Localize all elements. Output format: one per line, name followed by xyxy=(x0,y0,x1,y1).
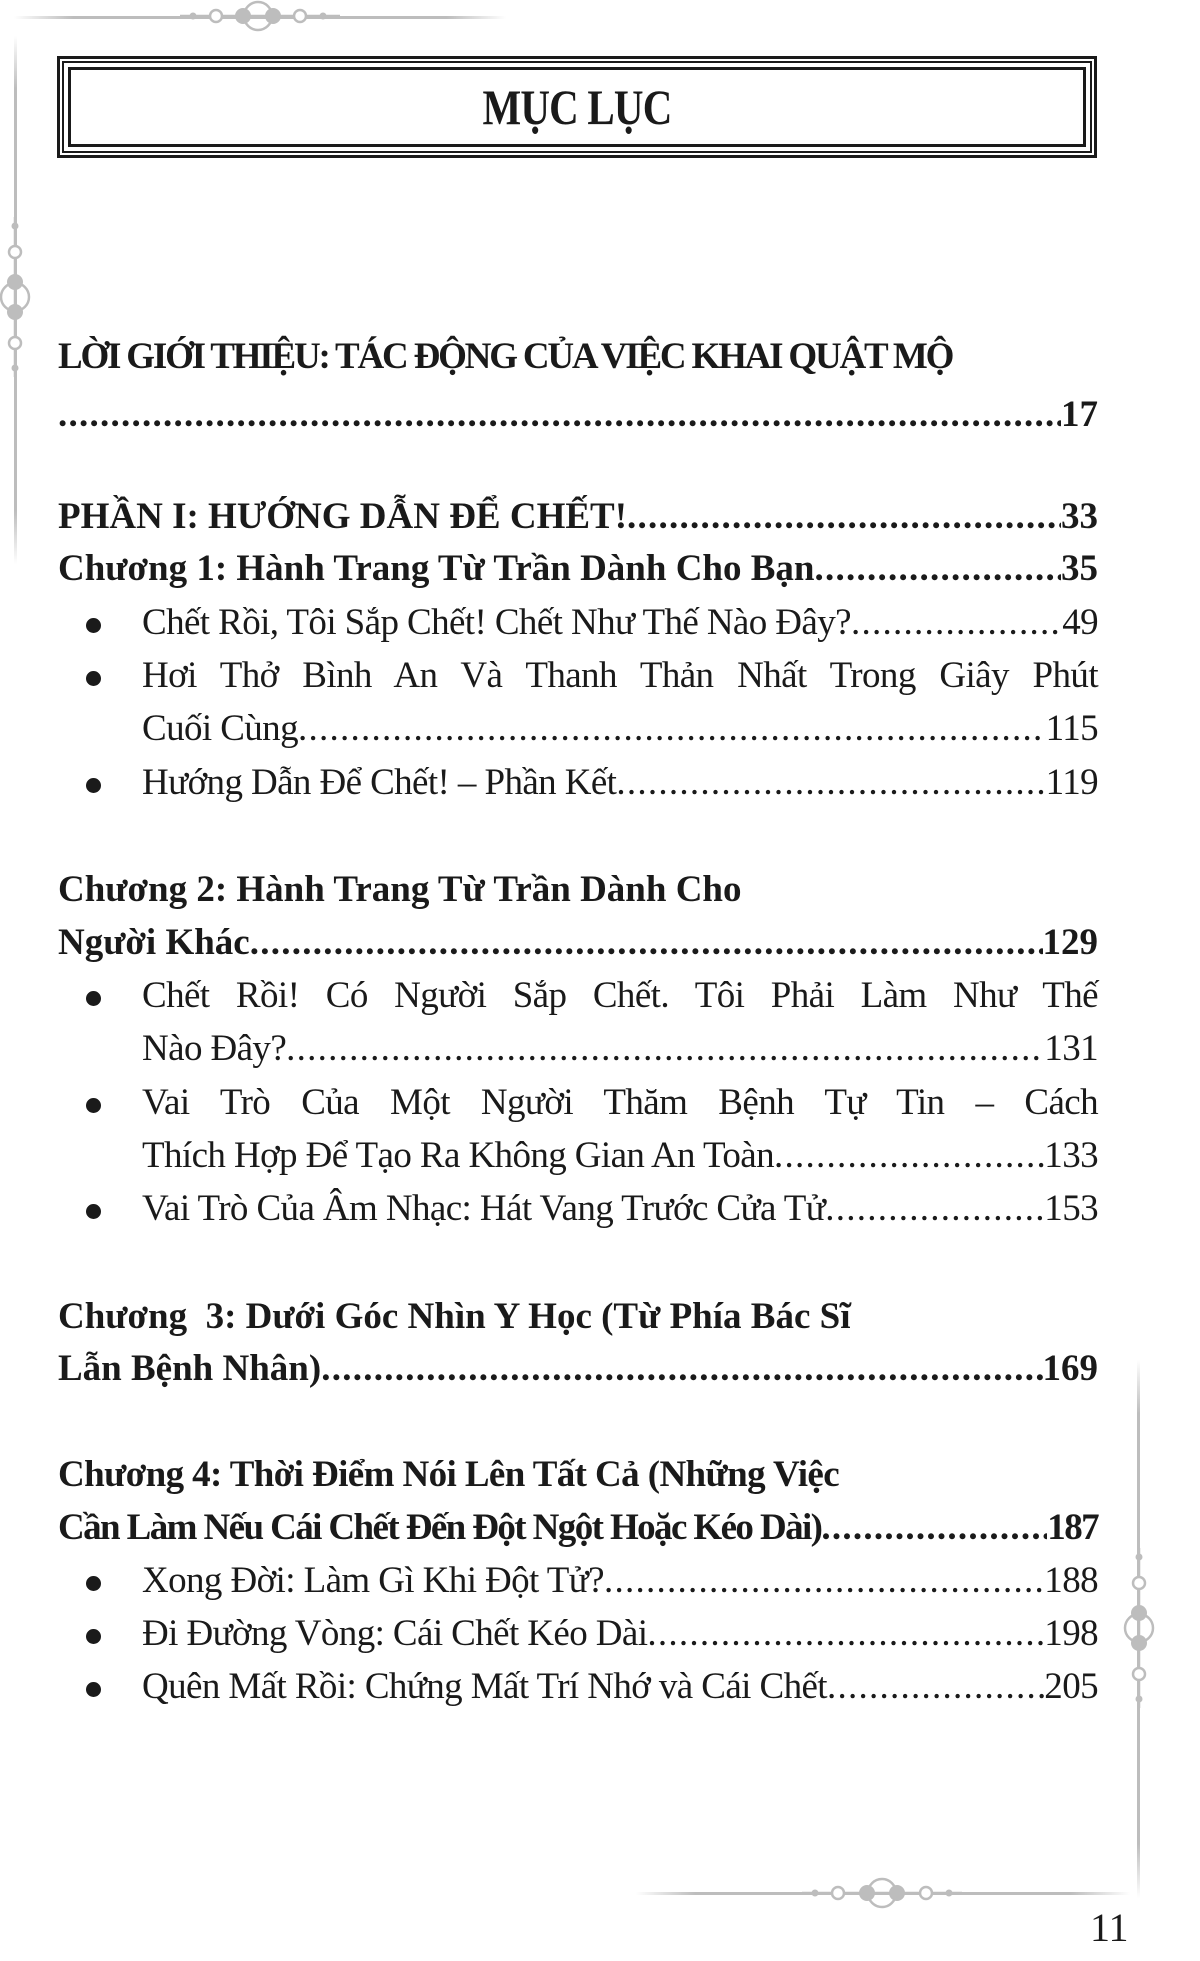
toc-entry-text: Lẫn Bệnh Nhân) xyxy=(58,1348,322,1389)
bullet-icon xyxy=(86,1204,101,1219)
toc-subentry[interactable] xyxy=(142,596,1098,649)
toc-subentry[interactable] xyxy=(142,1554,1098,1607)
dot-leader xyxy=(321,1342,1042,1395)
bullet-icon xyxy=(86,1682,101,1697)
toc-subentry[interactable] xyxy=(142,969,1098,1022)
bullet-icon xyxy=(86,618,101,633)
toc-entry-text: Nào Đây? xyxy=(142,1028,287,1069)
toc-subentry[interactable] xyxy=(142,1660,1098,1713)
toc-page-number: 169 xyxy=(1042,1348,1098,1389)
toc-subentry-continuation[interactable] xyxy=(142,702,1098,755)
right-ornament-icon xyxy=(1124,1548,1154,1708)
toc-subentry[interactable] xyxy=(142,1076,1098,1129)
toc-subentry-continuation[interactable] xyxy=(142,1129,1098,1182)
toc-entry-text: Hướng Dẫn Để Chết! – Phần Kết xyxy=(142,762,617,803)
toc-page-number: 119 xyxy=(1045,762,1098,803)
toc-entry-text: LỜI GIỚI THIỆU: TÁC ĐỘNG CỦA VIỆC KHAI QUẬT MỘ xyxy=(58,336,953,377)
toc-entry-text: Chết Rồi, Tôi Sắp Chết! Chết Như Thế Nào Đây? xyxy=(142,602,851,643)
toc-entry-chapter-4[interactable] xyxy=(58,1448,1098,1501)
toc-entry-chapter-2[interactable] xyxy=(58,863,1098,916)
toc-page-number: 49 xyxy=(1062,602,1098,643)
bottom-ornament-icon xyxy=(802,1877,962,1917)
toc-page-number: 129 xyxy=(1042,922,1098,963)
toc-entry-chapter-2-continuation[interactable] xyxy=(58,916,1098,969)
page-title: MỤC LỤC xyxy=(482,79,672,135)
bullet-icon xyxy=(86,671,101,686)
toc-subentry-continuation[interactable] xyxy=(142,1022,1098,1075)
toc-entry-text: Chương 2: Hành Trang Từ Trần Dành Cho xyxy=(58,869,742,910)
toc-subentry[interactable] xyxy=(142,649,1098,702)
toc-entry-text: Người Khác xyxy=(58,922,250,963)
toc-entry-text: Cần Làm Nếu Cái Chết Đến Đột Ngột Hoặc Kéo Dài) xyxy=(58,1507,822,1548)
dot-leader xyxy=(825,1182,1044,1235)
toc-entry-chapter-3[interactable] xyxy=(58,1290,1098,1343)
toc-page-number: 198 xyxy=(1044,1613,1098,1654)
toc-entry-chapter-4-continuation[interactable] xyxy=(58,1501,1098,1554)
toc-entry-part-1[interactable] xyxy=(58,490,1098,543)
toc-page-number: 205 xyxy=(1044,1666,1098,1707)
toc-entry-text: Cuối Cùng xyxy=(142,708,298,749)
toc-page-number: 115 xyxy=(1045,708,1098,749)
toc-entry-intro[interactable] xyxy=(58,330,1098,383)
bullet-icon xyxy=(86,991,101,1006)
title-frame xyxy=(57,56,1097,158)
dot-leader xyxy=(647,1607,1044,1660)
top-ornament-icon xyxy=(180,0,340,40)
toc-page-number: 17 xyxy=(1061,394,1098,435)
toc-subentry[interactable] xyxy=(142,1607,1098,1660)
toc-entry-text: Quên Mất Rồi: Chứng Mất Trí Nhớ và Cái Chết xyxy=(142,1666,827,1707)
dot-leader xyxy=(604,1554,1044,1607)
toc-page-number: 33 xyxy=(1061,496,1098,537)
toc-entry-text: Thích Hợp Để Tạo Ra Không Gian An Toàn xyxy=(142,1135,774,1176)
toc-entry-chapter-3-continuation[interactable] xyxy=(58,1342,1098,1395)
dot-leader xyxy=(815,542,1062,595)
toc-page-number: 153 xyxy=(1044,1188,1098,1229)
bullet-icon xyxy=(86,1576,101,1591)
toc-entry-text: Chương 4: Thời Điểm Nói Lên Tất Cả (Những Việc xyxy=(58,1454,840,1495)
toc-entry-chapter-1[interactable] xyxy=(58,542,1098,595)
toc-entry-intro-page-line[interactable] xyxy=(58,388,1098,441)
toc-entry-text: Chương 3: Dưới Góc Nhìn Y Học (Từ Phía Bác Sĩ xyxy=(58,1296,851,1337)
toc-page-number: 187 xyxy=(1047,1507,1098,1548)
toc-entry-text: Vai Trò Của Một Người Thăm Bệnh Tự Tin – Cách xyxy=(142,1082,1098,1123)
left-ornament-icon xyxy=(0,217,30,377)
dot-leader xyxy=(298,702,1046,755)
dot-leader xyxy=(627,490,1061,543)
dot-leader xyxy=(851,596,1062,649)
dot-leader xyxy=(58,388,1061,441)
dot-leader xyxy=(827,1660,1044,1713)
page-number: 11 xyxy=(1090,1905,1129,1950)
toc-entry-text: PHẦN I: HƯỚNG DẪN ĐỂ CHẾT! xyxy=(58,496,628,537)
toc-entry-text: Chương 1: Hành Trang Từ Trần Dành Cho Bạn xyxy=(58,548,815,589)
dot-leader xyxy=(821,1501,1047,1554)
bullet-icon xyxy=(86,1629,101,1644)
toc-entry-text: Chết Rồi! Có Người Sắp Chết. Tôi Phải Làm Như Thế xyxy=(142,975,1098,1016)
toc-subentry[interactable] xyxy=(142,1182,1098,1235)
toc-page-number: 131 xyxy=(1044,1028,1098,1069)
toc-page-number: 133 xyxy=(1044,1135,1098,1176)
toc-entry-text: Xong Đời: Làm Gì Khi Đột Tử? xyxy=(142,1560,604,1601)
toc-page-number: 35 xyxy=(1061,548,1098,589)
toc-page-number: 188 xyxy=(1044,1560,1098,1601)
toc-subentry[interactable] xyxy=(142,756,1098,809)
dot-leader xyxy=(286,1022,1044,1075)
toc-entry-text: Vai Trò Của Âm Nhạc: Hát Vang Trước Cửa Tử xyxy=(142,1188,826,1229)
bullet-icon xyxy=(86,1098,101,1113)
toc-entry-text: Hơi Thở Bình An Và Thanh Thản Nhất Trong Giây Phút xyxy=(142,655,1098,696)
toc-entry-text: Đi Đường Vòng: Cái Chết Kéo Dài xyxy=(142,1613,648,1654)
dot-leader xyxy=(616,756,1045,809)
dot-leader xyxy=(774,1129,1044,1182)
dot-leader xyxy=(250,916,1043,969)
bullet-icon xyxy=(86,778,101,793)
